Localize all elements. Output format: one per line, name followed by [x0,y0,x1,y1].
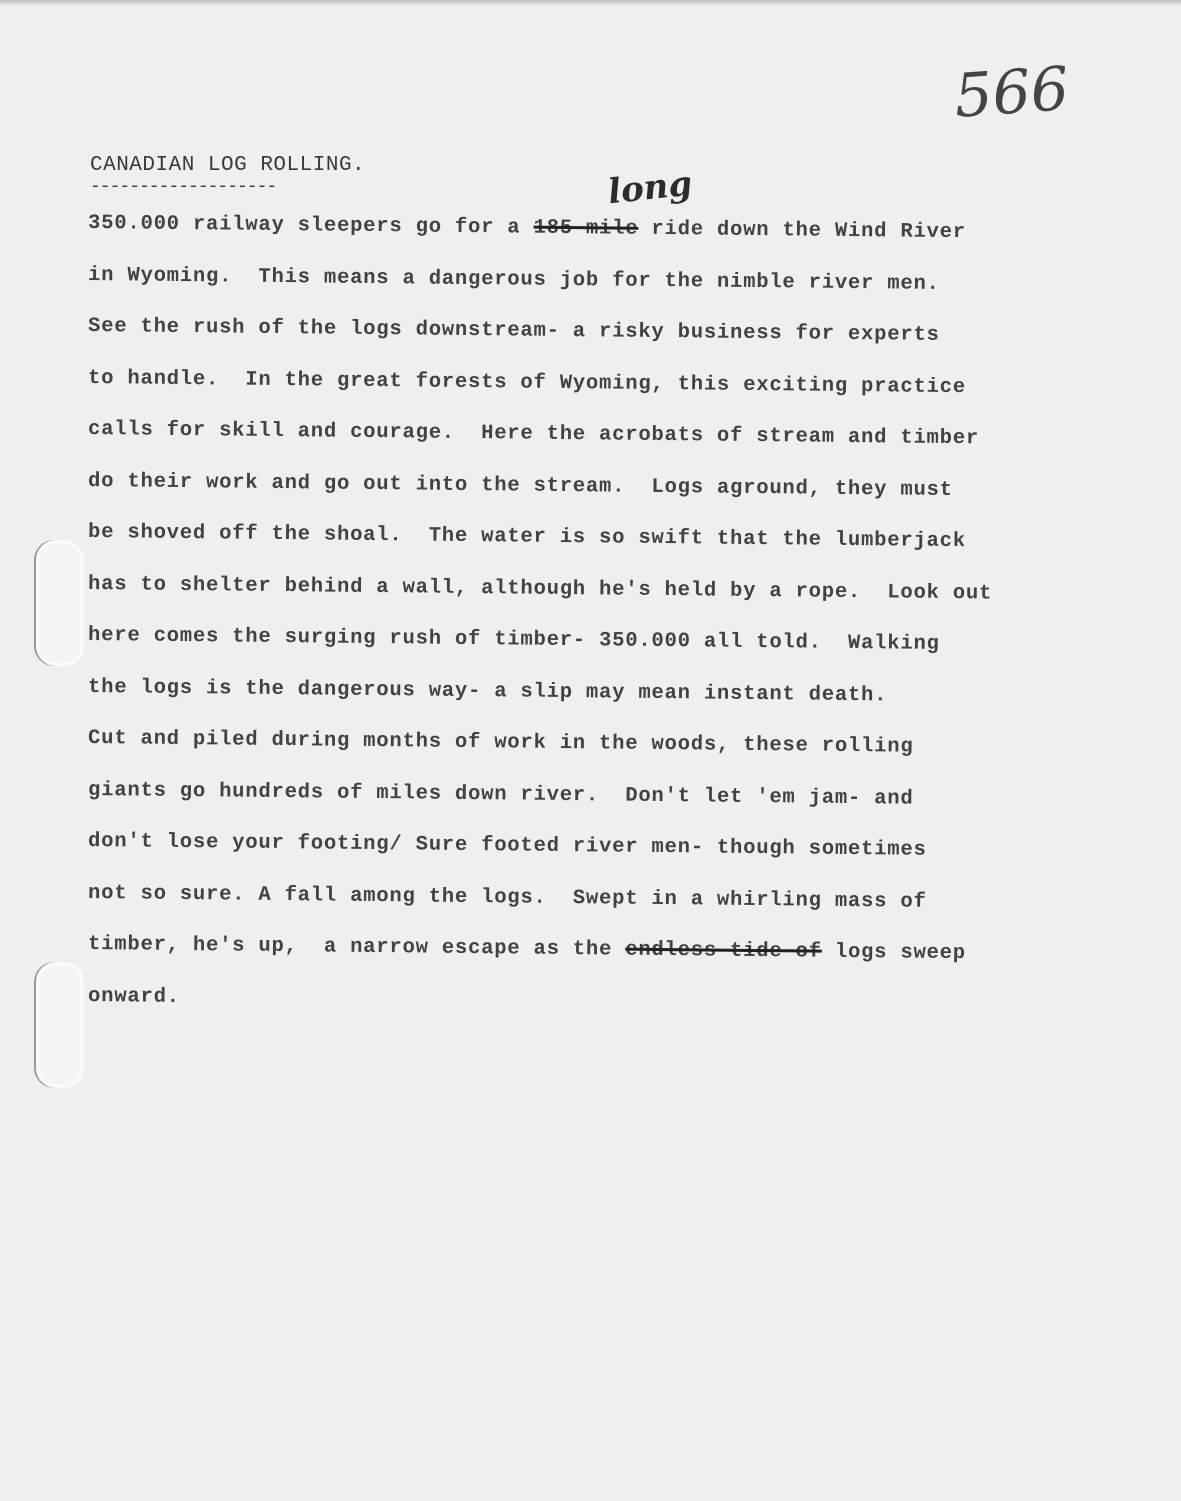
body-line-text-continued: logs sweep [821,940,967,966]
body-line-text: be shoved off the shoal. The water is so swift that the lumberjack [87,521,967,554]
binder-clip-mark-bottom [36,962,84,1088]
body-line [88,981,1138,1043]
struck-out-text: endless tide of [625,938,822,964]
handwritten-insertion: long [606,163,694,213]
body-line-text: onward. [87,984,180,1009]
body-line-text: here comes the surging rush of timber- 350.000 all told. Walking [87,624,940,656]
body-line-text: to handle. In the great forests of Wyoming, this exciting practice [87,366,967,399]
struck-out-text: 185 mile [533,216,639,241]
page-top-edge [0,0,1181,6]
body-line-text: calls for skill and courage. Here the acrobats of stream and timber [87,418,980,451]
body-line-text: 350.000 railway sleepers go for a [87,212,534,240]
body-line-text-continued: ride down the Wind River [638,217,967,245]
body-line-text: has to shelter behind a wall, although he's held by a rope. Look out [87,572,993,605]
body-line-text: Cut and piled during months of work in the woods, these rolling [87,727,914,759]
title-underline: ------------------- [90,177,277,197]
document-title: CANADIAN LOG ROLLING. [90,154,366,177]
body-line-text: do their work and go out into the stream. Logs aground, they must [87,469,953,502]
handwritten-page-number: 566 [952,54,1072,132]
body-text [88,208,1138,1032]
body-line-text: in Wyoming. This means a dangerous job for the nimble river men. [87,263,940,296]
body-line-text: timber, he's up, a narrow escape as the [87,933,626,962]
body-line-text: See the rush of the logs downstream- a risky business for experts [87,315,940,347]
body-line-text: giants go hundreds of miles down river. Don't let 'em jam- and [87,778,914,811]
binder-clip-mark-top [36,540,84,666]
body-line-text: don't lose your footing/ Sure footed river men- though sometimes [87,830,927,862]
body-line-text: the logs is the dangerous way- a slip may mean instant death. [87,675,888,707]
body-line-text: not so sure. A fall among the logs. Swept in a whirling mass of [87,881,927,914]
